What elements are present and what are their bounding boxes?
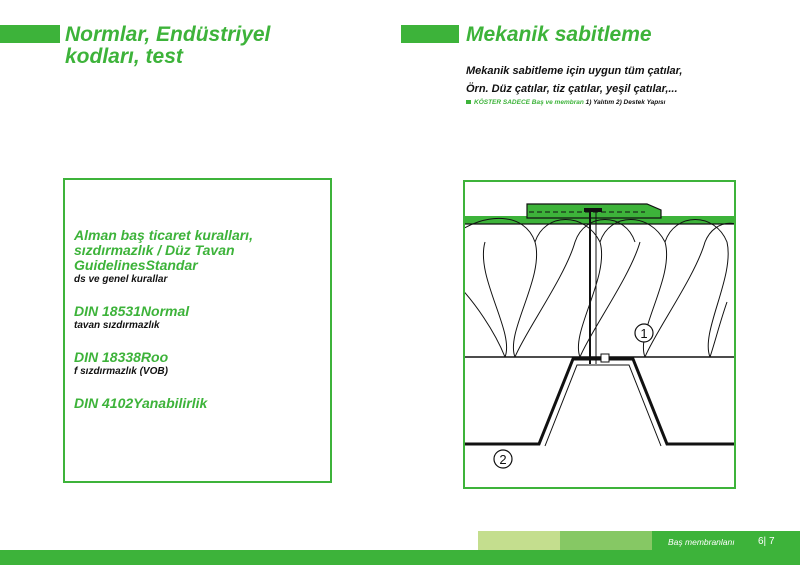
description-line-2: Örn. Düz çatılar, tiz çatılar, yeşil çatılar,...: [466, 83, 678, 95]
legend-note-black: 1) Yalıtım 2) Destek Yapısı: [585, 99, 666, 106]
standards-heading: Alman baş ticaret kuralları, sızdırmazlık / Düz Tavan GuidelinesStandar: [74, 227, 253, 273]
legend-note: [466, 99, 665, 106]
din-18531-title: DIN 18531Normal: [74, 303, 190, 319]
mechanical-fixing-diagram-box: [463, 180, 736, 489]
title-line-2: kodları, test: [65, 45, 183, 68]
title-accent-bar-right: [401, 25, 459, 43]
label-1-text: 1: [640, 326, 648, 341]
footer-section-label: Baş membranlanı: [668, 537, 735, 547]
mounting-description: [466, 62, 786, 98]
footer-page-number: 6| 7: [758, 536, 775, 547]
insulation-pattern: [465, 218, 734, 357]
fastener-washer: [584, 208, 602, 212]
title-line-1: Normlar, Endüstriyel: [65, 23, 271, 46]
standards-box: [63, 178, 332, 483]
footer-bar: [0, 550, 800, 565]
din-18338-sub: f sızdırmazlık (VOB): [74, 366, 168, 377]
roof-section-diagram: [465, 182, 734, 487]
legend-note-green: KÖSTER SADECE Baş ve membran: [474, 99, 584, 106]
footer-stripe-light: [478, 531, 560, 550]
title-accent-bar-left: [0, 25, 60, 43]
legend-square-icon: [466, 100, 471, 104]
page-title-right: Mekanik sabitleme: [466, 23, 652, 46]
deck-clip: [601, 354, 609, 362]
footer-stripe-mid: [560, 531, 652, 550]
din-18338-title: DIN 18338Roo: [74, 349, 169, 365]
deck-inner-line: [545, 365, 661, 446]
standards-list: [74, 228, 314, 411]
description-line-1: Mekanik sabitleme için uygun tüm çatılar,: [466, 65, 683, 77]
standards-heading-sub: ds ve genel kurallar: [74, 274, 168, 285]
label-2-text: 2: [499, 452, 507, 467]
din-18531-sub: tavan sızdırmazlık: [74, 320, 160, 331]
page-title-left: [65, 24, 365, 68]
din-4102-title: DIN 4102Yanabilirlik: [74, 395, 208, 411]
trapezoidal-deck: [465, 359, 734, 444]
